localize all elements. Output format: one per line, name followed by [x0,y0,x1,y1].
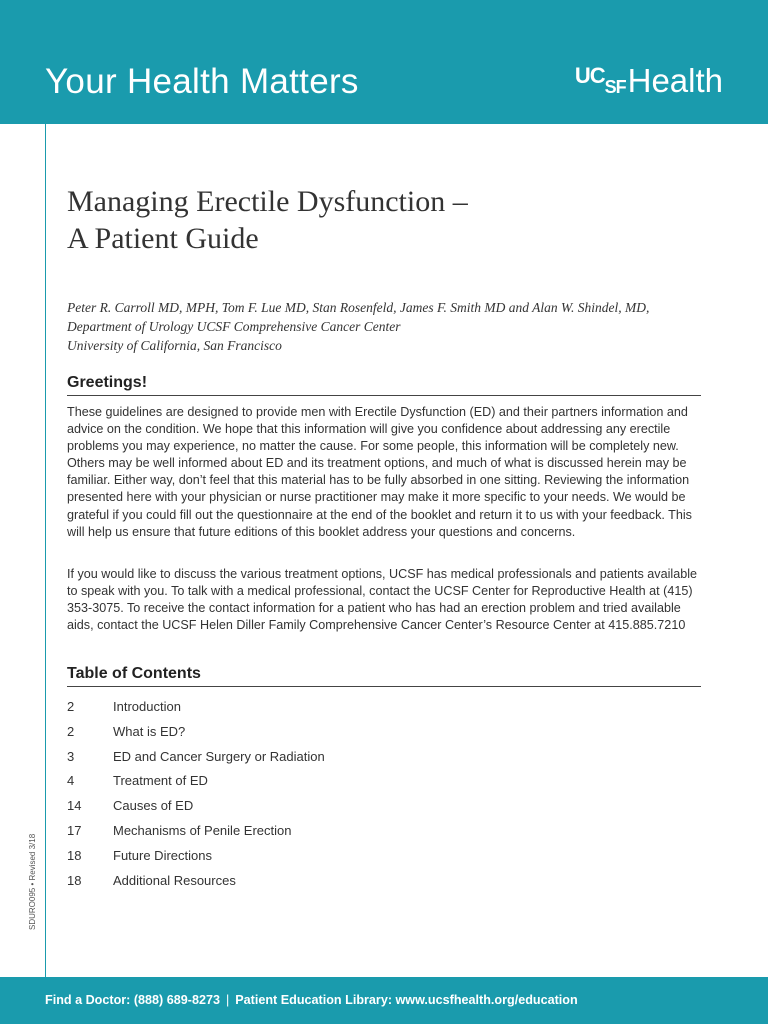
toc-page-number: 18 [67,872,82,888]
toc-label: ED and Cancer Surgery or Radiation [113,748,325,764]
footer-text [45,993,578,1007]
header-banner [0,0,768,124]
toc-page-number: 2 [67,699,75,714]
find-doctor-phone[interactable]: Find a Doctor: (888) 689-8273 [45,993,220,1007]
patient-education-link[interactable]: Patient Education Library: www.ucsfhealth.org/education [235,993,578,1007]
toc-item-treatment[interactable] [67,773,701,798]
logo-sf: SF [604,77,626,97]
toc-page-number: 18 [67,847,82,863]
document-title [67,183,468,257]
university-line: University of California, San Francisco [67,338,282,353]
ucsf-health-logo [575,64,723,99]
toc-label: Causes of ED [113,798,194,814]
toc-page-number: 4 [67,773,75,789]
toc-page-number: 17 [67,822,82,838]
toc-page-number: 3 [67,748,75,764]
toc-heading: Table of Contents [67,665,701,687]
toc-label: Future Directions [113,847,212,863]
toc-item-mechanisms[interactable] [67,823,701,848]
greetings-paragraph-1: These guidelines are designed to provide men with Erectile Dysfunction (ED) and their partners information and advice on the condition. We hope that this information will give you confidence about addressing any erectile problems you may experience, no matter the cause. For some people, this information will be completely new. Others may be well informed about ED and its treatment options, and much of what is discussed herein may be familiar. Either way, don’t feel that this material has to be fully absorbed in one sitting. Reviewing the information presented here with your physician or nurse practitioner may make it more specific to your needs. We would be grateful if you could fill out the questionnaire at the end of the booklet and return it to us with your feedback. This will help us ensure that future editions of this booklet address your questions and concerns. [67,405,692,539]
toc-label: Additional Resources [113,872,236,888]
document-code: SDURO095 • Revised 3/18 [28,833,37,930]
toc-label: What is ED? [113,723,186,739]
toc-label: Mechanisms of Penile Erection [113,822,292,838]
toc-page-number: 2 [67,723,75,739]
greetings-heading: Greetings! [67,374,701,396]
toc-page-number: 14 [67,798,82,814]
toc-item-causes[interactable] [67,798,701,823]
footer-banner [0,977,768,1024]
toc-item-introduction[interactable] [67,699,701,724]
header-title: Your Health Matters [45,62,359,101]
department-line: Department of Urology UCSF Comprehensive Cancer Center [67,319,401,334]
toc-label: Treatment of ED [113,773,208,789]
authors-block [67,298,649,355]
toc-item-what-is-ed[interactable] [67,724,701,749]
footer-separator: | [225,993,230,1007]
document-title-line-2: A Patient Guide [67,222,259,255]
side-rule [45,124,46,977]
table-of-contents [67,699,701,897]
logo-uc: UC [574,63,605,88]
toc-item-future-directions[interactable] [67,848,701,873]
toc-item-additional-resources[interactable] [67,873,701,898]
toc-item-ed-and-cancer[interactable] [67,749,701,774]
authors-line: Peter R. Carroll MD, MPH, Tom F. Lue MD, Stan Rosenfeld, James F. Smith MD and Alan W. Shindel, MD, [67,300,650,315]
logo-health: Health [627,62,723,99]
toc-label: Introduction [113,699,181,714]
document-title-line-1: Managing Erectile Dysfunction – [67,185,468,218]
greetings-paragraph-2: If you would like to discuss the various treatment options, UCSF has medical professionals and patients available to speak with you. To talk with a medical professional, contact the UCSF Center for Reproductive Health at (415) 353-3075. To receive the contact information for a patient who has had an erection problem and tried available aids, contact the UCSF Helen Diller Family Comprehensive Cancer Center’s Resource Center at 415.885.7210 [67,567,698,633]
